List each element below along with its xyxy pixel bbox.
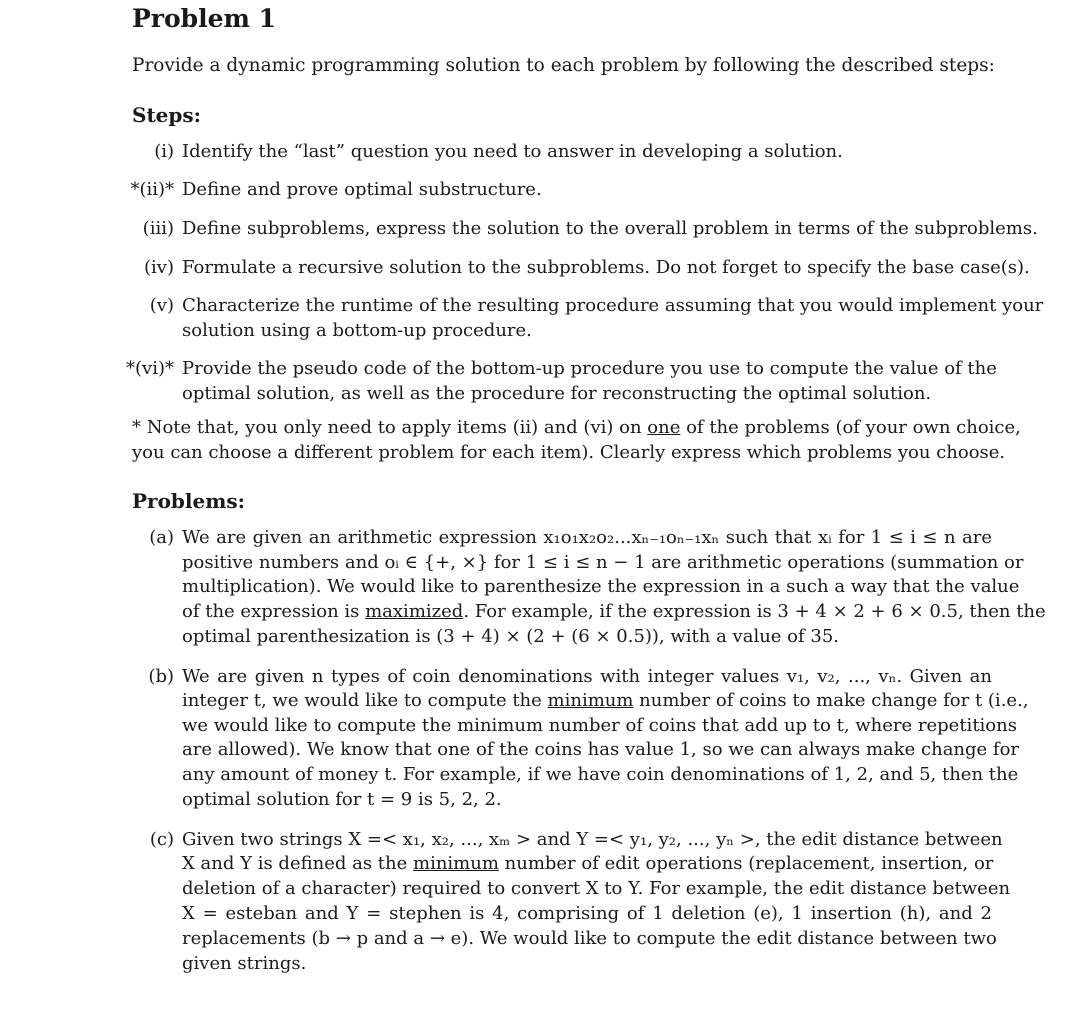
problems-heading: Problems: [132,489,246,513]
problem-text: X = esteban and Y = stephen is 4, comprising of 1 deletion (e), 1 insertion (h), and 2 [182,903,992,924]
problem-text: optimal solution for t = 9 is 5, 2, 2. [182,789,502,810]
problem-label: (c) [149,829,174,850]
emphasis-underline: minimum [547,690,634,711]
problem-text: any amount of money t. For example, if we have coin denominations of 1, 2, and 5, then the [182,764,1019,785]
step-label: *(vi)* [126,358,174,379]
step-text: Define subproblems, express the solution to the overall problem in terms of the subproblems. [182,218,1038,239]
problem-label: (a) [149,527,174,548]
note-line: you can choose a different problem for each item). Clearly express which problems you choose. [132,442,1006,463]
step-label: *(ii)* [130,179,174,200]
step-label: (i) [154,141,174,162]
emphasis-underline: one [647,417,681,438]
step-text: Identify the “last” question you need to answer in developing a solution. [182,141,843,162]
problem-text: Given two strings X =< x₁, x₂, ..., xₘ > and Y =< y₁, y₂, ..., yₙ >, the edit distance between [182,829,1003,850]
emphasis-underline: maximized [365,601,464,622]
step-text: Define and prove optimal substructure. [182,179,542,200]
problem-text: integer t, we would like to compute the minimum number of coins to make change for t (i.e., [182,690,1029,711]
step-text: Provide the pseudo code of the bottom-up procedure you use to compute the value of the [182,358,997,379]
problem-text: We are given n types of coin denominations with integer values v₁, v₂, ..., vₙ. Given an [182,666,992,687]
problem-text: We are given an arithmetic expression x₁o₁x₂o₂...xₙ₋₁oₙ₋₁xₙ such that xᵢ for 1 ≤ i ≤ n are [182,527,992,548]
problem-text: replacements (b → p and a → e). We would like to compute the edit distance between two [182,928,997,949]
problem-text: we would like to compute the minimum number of coins that add up to t, where repetitions [182,715,1017,736]
intro-text: Provide a dynamic programming solution to each problem by following the described steps: [132,55,995,76]
problem-text: deletion of a character) required to convert X to Y. For example, the edit distance between [182,878,1011,899]
problem-text: are allowed). We know that one of the coins has value 1, so we can always make change for [182,739,1020,760]
step-label: (v) [149,295,174,316]
step-text: Formulate a recursive solution to the subproblems. Do not forget to specify the base case(s). [182,257,1030,278]
step-label: (iv) [144,257,174,278]
problem-text: given strings. [182,953,307,974]
steps-heading: Steps: [132,103,202,127]
problem-text: positive numbers and oᵢ ∈ {+, ×} for 1 ≤ i ≤ n − 1 are arithmetic operations (summation or [182,552,1024,573]
step-label: (iii) [142,218,174,239]
page-title: Problem 1 [132,4,277,33]
step-text: Characterize the runtime of the resulting procedure assuming that you would implement your [182,295,1044,316]
problem-label: (b) [148,666,174,687]
step-text: optimal solution, as well as the procedure for reconstructing the optimal solution. [182,383,932,404]
problem-text: multiplication). We would like to parenthesize the expression in a such a way that the value [182,576,1020,597]
problem-text: X and Y is defined as the minimum number of edit operations (replacement, insertion, or [182,853,994,874]
step-text: solution using a bottom-up procedure. [182,320,532,341]
problem-text: optimal parenthesization is (3 + 4) × (2 + (6 × 0.5)), with a value of 35. [182,626,840,647]
emphasis-underline: minimum [413,853,499,874]
problem-text: of the expression is maximized. For example, if the expression is 3 + 4 × 2 + 6 × 0.5, then the [182,601,1046,622]
note-line: * Note that, you only need to apply items (ii) and (vi) on one of the problems (of your own choice, [132,417,1021,438]
